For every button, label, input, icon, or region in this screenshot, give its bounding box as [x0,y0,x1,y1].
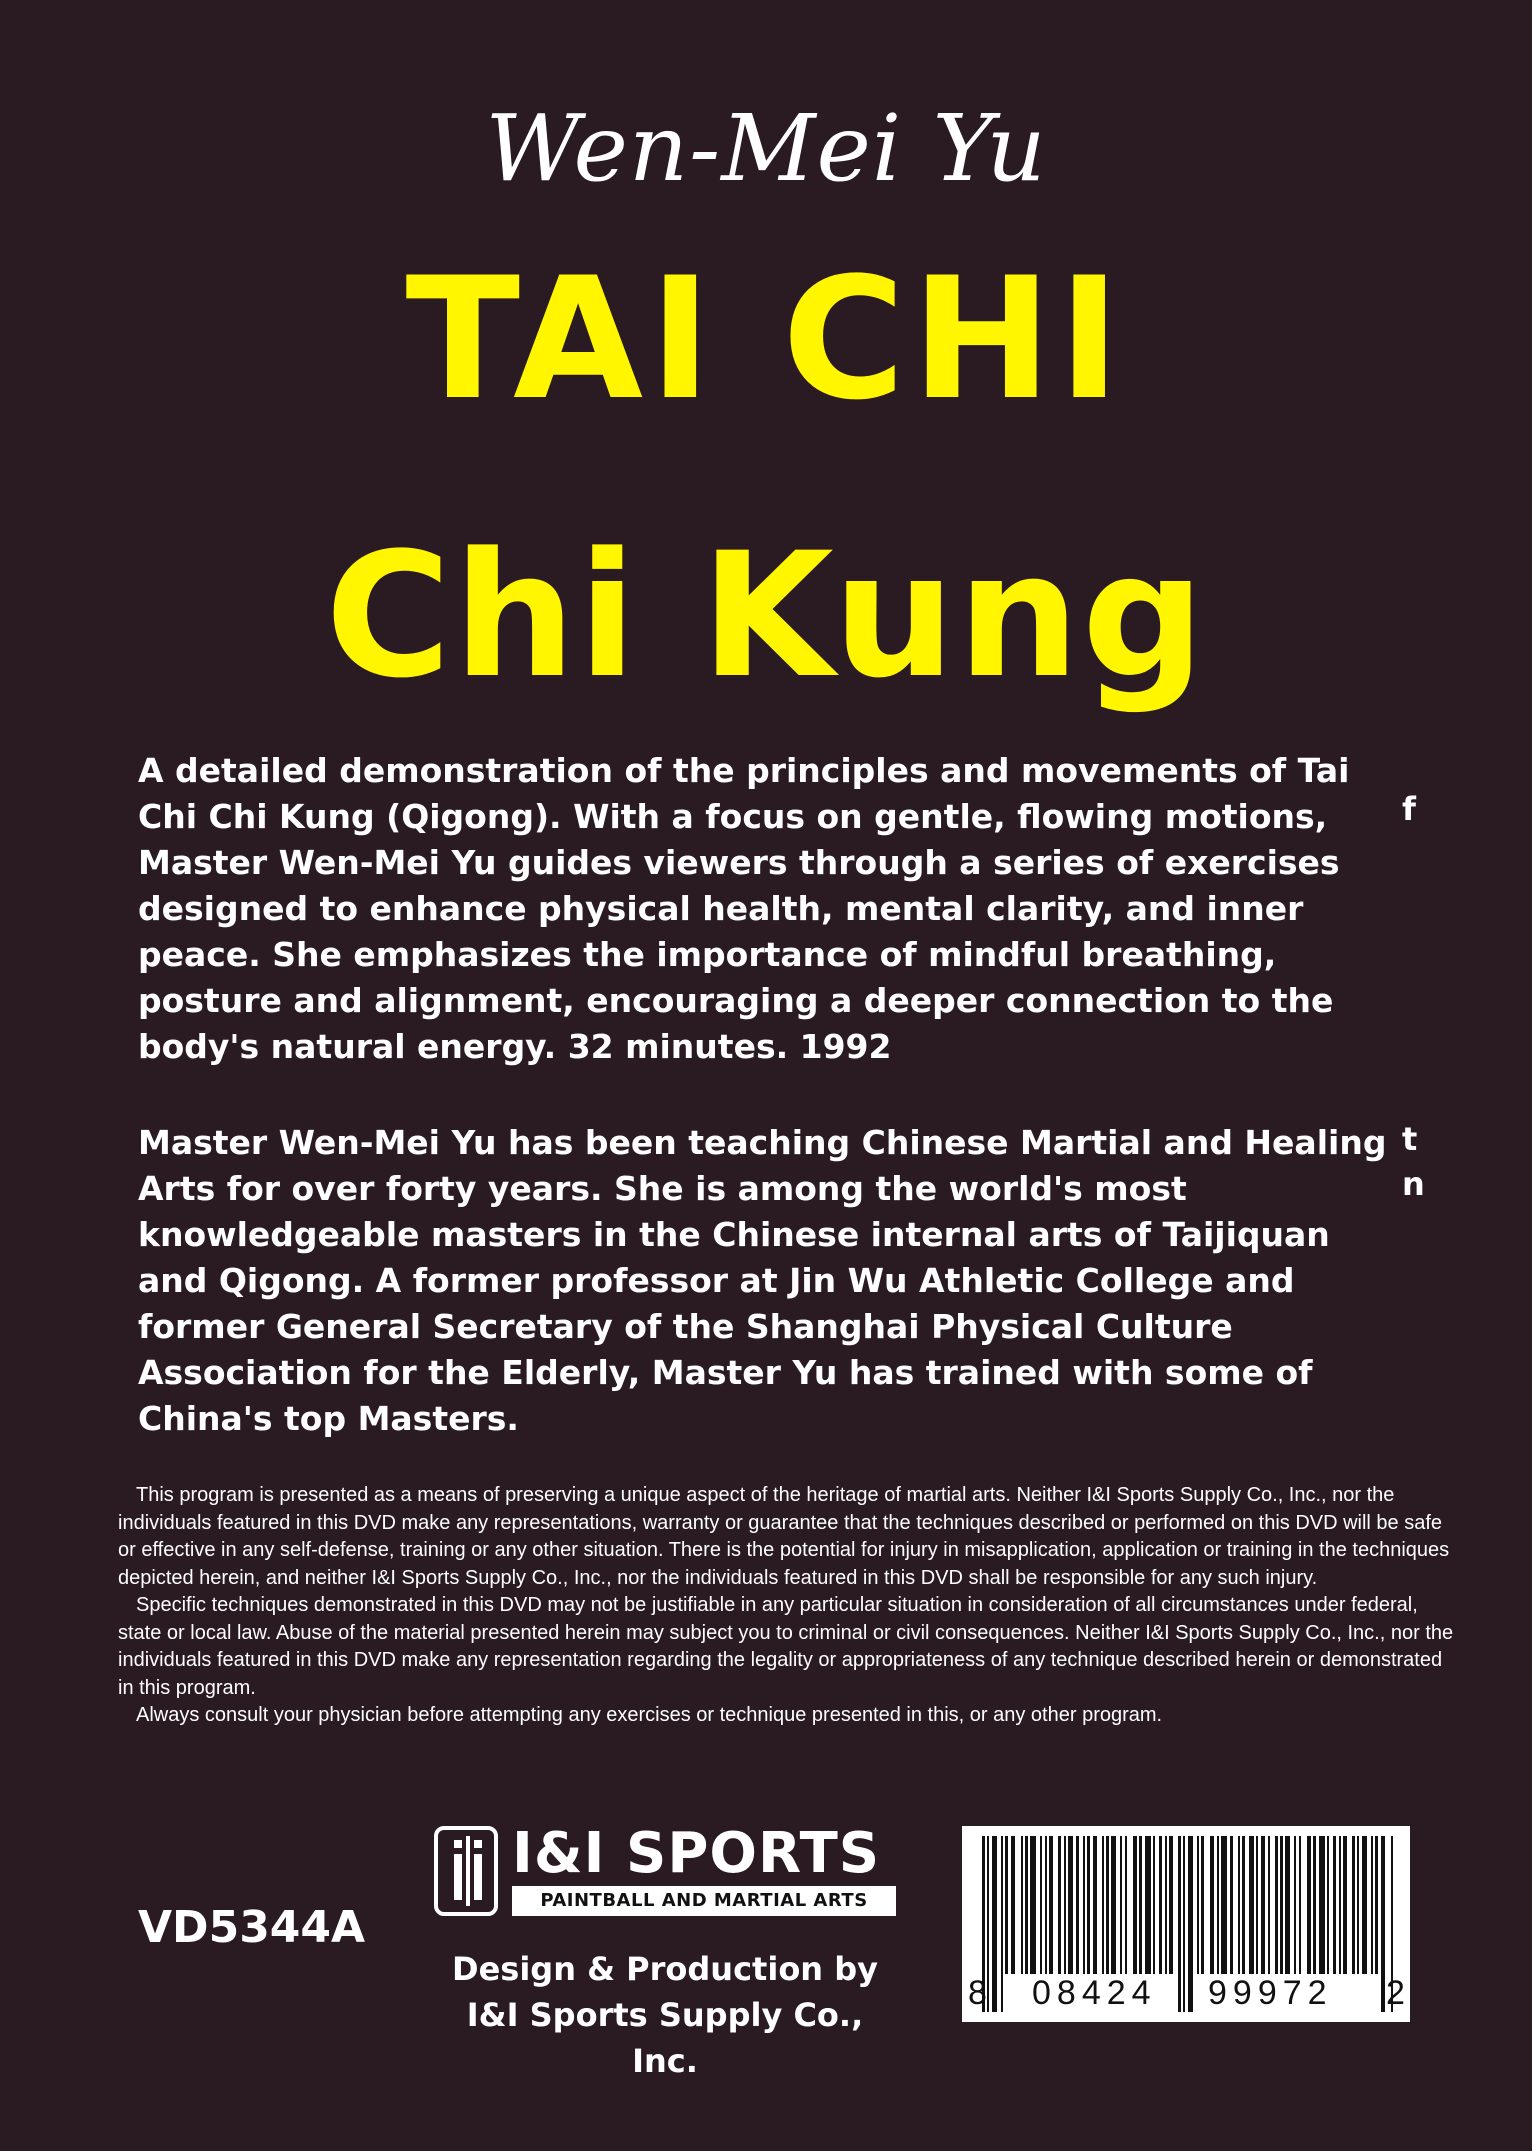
title-line-2: Chi Kung [325,515,1207,716]
barcode-bar [1133,1836,1137,1974]
barcode-bar [1106,1836,1109,1974]
barcode-bar [1025,1836,1028,1974]
barcode-bar [1210,1836,1214,1974]
barcode-bar [1357,1836,1359,1974]
barcode-group-1: 08424 [1032,1974,1157,2012]
barcode-bar [1249,1836,1254,1974]
barcode-bar [1261,1836,1265,1974]
barcode-bar [1083,1836,1085,1974]
title-line-1: TAI CHI [405,241,1127,437]
barcode-bar [1068,1836,1073,1974]
barcode-bar [1299,1836,1301,1974]
disclaimer-paragraph: Specific techniques demonstrated in this DVD may not be justifiable in any particular situation in consideration of all circumstances under federal, state or local law. Abuse of the material presented herein may subject you to criminal or civil consequences. Neither I&I Sports Supply Co., Inc., nor the individuals featured in this DVD make any representation regarding the legality or appropriateness of any technique described herein or demonstrated in this program. [118,1594,1454,1699]
barcode-bar [1230,1836,1233,1974]
barcode-bar [1339,1836,1341,1974]
barcode-bar [1111,1836,1116,1974]
barcode-bar [1313,1836,1316,1974]
stray-fragment: f [1402,790,1416,828]
barcode-bar [1343,1836,1347,1974]
production-credit [430,1946,900,2084]
upc-barcode [962,1826,1410,2022]
barcode-bar [1159,1836,1162,1974]
barcode-bar [1049,1836,1053,1974]
ii-glyph-icon [438,1830,494,1912]
barcode-bar [1040,1836,1042,1974]
barcode-bar [1125,1836,1127,1974]
barcode-bar [1197,1836,1199,1974]
barcode-bar [1087,1836,1090,1974]
barcode-bar [1021,1836,1023,1974]
publisher-logo [434,1822,898,1922]
barcode-bar [1165,1836,1167,1974]
barcode-bar [1371,1836,1373,1974]
barcode-group-2: 99972 [1208,1974,1333,2012]
barcode-bar [1362,1836,1367,1974]
author-name: Wen-Mei Yu [485,95,1047,202]
stray-fragment: t [1402,1120,1418,1158]
barcode-bar [1375,1836,1378,1974]
barcode-bar [1221,1836,1227,1974]
barcode-bar [1093,1836,1097,1974]
barcode-bar [1064,1836,1066,1974]
barcode-bar [1145,1836,1151,1974]
barcode-bar [1169,1836,1173,1974]
barcode-bar [1294,1836,1296,1974]
barcode-bar [1058,1836,1061,1974]
barcode-bar [1120,1836,1122,1974]
barcode-bar [1238,1836,1240,1974]
barcode-bar [1011,1836,1015,1974]
description-paragraph: A detailed demonstration of the principles and movements of Tai Chi Chi Kung (Qigong). With a focus on gentle, flowing motions, Master Wen-Mei Yu guides viewers through a series of exercises designed to enhance physical health, mental clarity, and inner peace. She emphasizes the importance of mindful breathing, posture and alignment, encouraging a deeper connection to the body's natural energy. 32 minutes. 1992 [138,751,1350,1066]
logo-tagline: PAINTBALL AND MARTIAL ARTS [512,1886,896,1916]
stray-fragment: n [1402,1165,1425,1203]
barcode-bar [1307,1836,1311,1974]
barcode-bar [1327,1836,1329,1974]
barcode-bar [1045,1836,1047,1974]
logo-wordmark: I&I SPORTS [512,1821,881,1886]
credit-line-2: I&I Sports Supply Co., Inc. [466,1996,864,2080]
barcode-bar [1005,1836,1008,1974]
barcode-bar [1256,1836,1258,1974]
barcode-bar [1280,1836,1283,1974]
barcode-bar [1333,1836,1336,1974]
disclaimer-paragraph: Always consult your physician before attempting any exercises or technique presented in this, or any other program. [136,1704,1163,1726]
legal-disclaimer [118,1482,1458,1730]
barcode-bar [1285,1836,1290,1974]
barcode-bar [1102,1836,1104,1974]
barcode-digits [962,1974,1410,2018]
barcode-bar [1201,1836,1204,1974]
credit-line-1: Design & Production by [452,1950,878,1988]
barcode-bar [1275,1836,1278,1974]
barcode-digit-last: 2 [1386,1974,1405,2012]
ii-mark-icon [434,1826,498,1916]
barcode-bar [1352,1836,1355,1974]
barcode-bar [1217,1836,1219,1974]
barcode-bar [1153,1836,1155,1974]
catalog-number: VD5344A [138,1902,366,1953]
barcode-bar [1319,1836,1325,1974]
barcode-bar [1268,1836,1270,1974]
barcode-bar [1030,1836,1036,1974]
barcode-bar [1139,1836,1142,1974]
barcode-digit-first: 8 [968,1974,987,2012]
barcode-bar [1076,1836,1079,1974]
barcode-bar [1242,1836,1245,1974]
disclaimer-paragraph: This program is presented as a means of preserving a unique aspect of the heritage of martial arts. Neither I&I Sports Supply Co., Inc., nor the individuals featured in this DVD make any representations, warranty or guarantee that the techniques described or performed on this DVD will be safe or effective in any self-defense, training or any other situation. There is the potential for injury in misapplication, application or training in the techniques depicted herein, and neither I&I Sports Supply Co., Inc., nor the individuals featured in this DVD shall be responsible for any such injury. [118,1484,1450,1589]
bio-paragraph: Master Wen-Mei Yu has been teaching Chinese Martial and Healing Arts for over forty years. She is among the world's most knowledgeable masters in the Chinese internal arts of Taijiquan and Qigong. A former professor at Jin Wu Athletic College and former General Secretary of the Shanghai Physical Culture Association for the Elderly, Master Yu has trained with some of China's top Masters. [138,1123,1387,1438]
